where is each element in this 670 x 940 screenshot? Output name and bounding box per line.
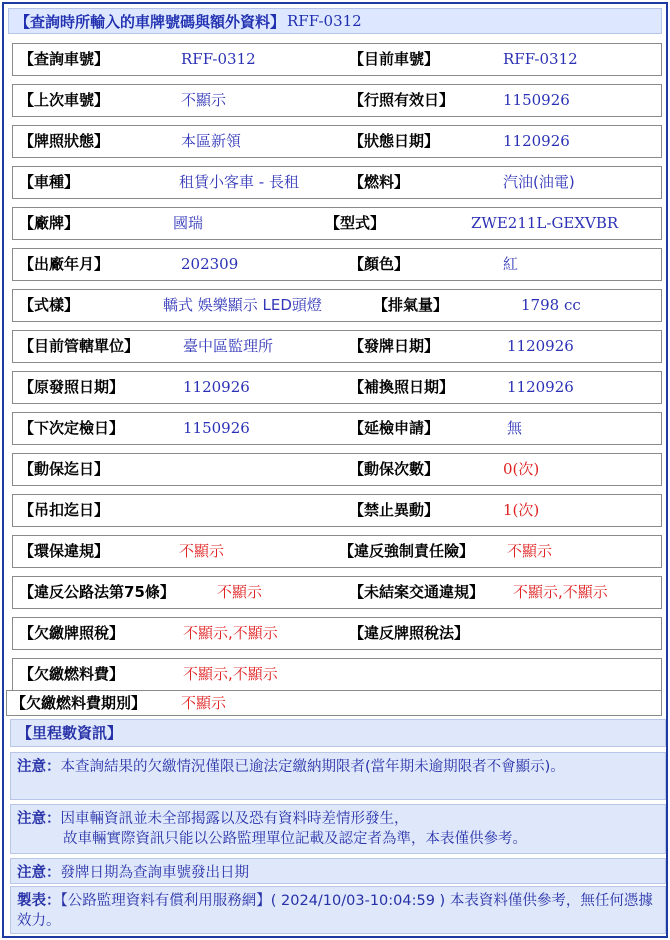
value-previous-plate: 不顯示 [181,91,227,109]
row-vehicle-type [12,166,662,199]
label-environmental-violation: 【環保違規】 [19,542,110,560]
value-original-license-date: 1120926 [183,378,250,396]
label-license-tax-arrears: 【欠繳牌照稅】 [19,624,125,642]
row-brand [12,207,662,240]
value-brand: 國瑞 [173,214,204,232]
value-license-valid: 1150926 [503,91,570,109]
label-chattel-mortgage-count: 【動保次數】 [349,460,440,478]
label-displacement: 【排氣量】 [373,296,449,314]
note-label: 注意： [17,811,61,827]
label-suspension-end: 【吊扣迄日】 [19,501,110,519]
row-license-tax-arrears [12,617,662,650]
label-fuel-fee-period: 【欠繳燃料費期別】 [11,694,147,712]
value-body-style: 轎式 娛樂顯示 LED頭燈 [163,296,322,314]
note-label: 注意： [17,759,61,775]
value-displacement: 1798 cc [521,296,581,314]
header-plate: RFF-0312 [287,12,362,30]
label-manufacture-date: 【出廠年月】 [19,255,110,273]
label-inspection-extension: 【延檢申請】 [349,419,440,437]
value-vehicle-type: 租賃小客車 - 長租 [179,173,299,191]
value-chattel-mortgage-count: 0(次) [503,460,540,478]
note-arrears [10,752,666,800]
value-model: ZWE211L-GEXVBR [471,214,619,232]
note-issue-date [10,858,666,884]
value-status-date: 1120926 [503,132,570,150]
label-jurisdiction: 【目前管轄單位】 [19,337,140,355]
value-license-tax-arrears: 不顯示,不顯示 [183,624,278,642]
header-title: 【查詢時所輸入的車牌號碼與額外資料】 [15,12,286,31]
label-brand: 【廠牌】 [19,214,80,232]
report-header [8,8,662,34]
label-reissue-date: 【補換照日期】 [349,378,455,396]
row-manufacture-date [12,248,662,281]
row-fuel-fee-period [6,690,662,716]
footer-label: 製表： [17,893,61,909]
label-model: 【型式】 [325,214,386,232]
value-insurance-violation: 不顯示 [507,542,553,560]
value-jurisdiction: 臺中區監理所 [183,337,274,355]
vehicle-report-sheet [2,2,668,938]
row-previous-plate [12,84,662,117]
label-fuel-fee-arrears: 【欠繳燃料費】 [19,665,125,683]
row-next-inspection [12,412,662,445]
value-reissue-date: 1120926 [507,378,574,396]
label-insurance-violation: 【違反強制責任險】 [339,542,475,560]
row-fuel-fee-arrears [12,658,662,691]
row-highway-act-violation [12,576,662,609]
value-plate-status: 本區新領 [181,132,242,150]
note-text: 本查詢結果的欠繳情況僅限已逾法定繳納期限者(當年期未逾期限者不會顯示)。 [60,759,565,775]
label-license-tax-violation: 【違反牌照稅法】 [349,624,470,642]
value-environmental-violation: 不顯示 [179,542,225,560]
value-issue-date: 1120926 [507,337,574,355]
row-plate-number [12,43,662,76]
label-previous-plate: 【上次車號】 [19,91,110,109]
value-color: 紅 [503,255,519,273]
label-next-inspection: 【下次定檢日】 [19,419,125,437]
value-highway-act-violation: 不顯示 [217,583,263,601]
value-query-plate: RFF-0312 [181,50,256,68]
value-fuel-fee-period: 不顯示 [181,694,227,712]
note-text: 發牌日期為查詢車號發出日期 [60,865,249,881]
label-chattel-mortgage-end: 【動保迄日】 [19,460,110,478]
label-transfer-prohibited: 【禁止異動】 [349,501,440,519]
note-text: 因車輛資訊並未全部揭露以及恐有資料時差情形發生， [60,811,409,827]
row-jurisdiction [12,330,662,363]
row-original-license-date [12,371,662,404]
row-suspension [12,494,662,527]
value-fuel-fee-arrears: 不顯示,不顯示 [183,665,278,683]
value-open-traffic-violations: 不顯示,不顯示 [513,583,608,601]
label-current-plate: 【目前車號】 [349,50,440,68]
row-chattel-mortgage [12,453,662,486]
mileage-section-header: 【里程數資訊】 [10,719,666,747]
value-inspection-extension: 無 [507,419,523,437]
label-body-style: 【式樣】 [19,296,80,314]
note-text-continued: 故車輛實際資訊只能以公路監理單位記載及認定者為準，本表僅供參考。 [63,831,527,847]
value-next-inspection: 1150926 [183,419,250,437]
footer-text: 【公路監理資料有償利用服務網】( 2024/10/03-10:04:59 ) 本表資料僅供參考，無任何憑據效力。 [17,893,653,929]
label-color: 【顏色】 [349,255,410,273]
label-plate-status: 【牌照狀態】 [19,132,110,150]
report-footer [10,886,666,934]
note-disclosure [10,804,666,854]
label-original-license-date: 【原發照日期】 [19,378,125,396]
label-open-traffic-violations: 【未結案交通違規】 [349,583,485,601]
value-transfer-prohibited: 1(次) [503,501,540,519]
row-body-style [12,289,662,322]
row-plate-status [12,125,662,158]
label-status-date: 【狀態日期】 [349,132,440,150]
label-fuel: 【燃料】 [349,173,410,191]
row-environmental-violation [12,535,662,568]
label-highway-act-violation: 【違反公路法第75條】 [19,583,175,601]
value-fuel: 汽油(油電) [503,173,575,191]
note-label: 注意： [17,865,61,881]
value-current-plate: RFF-0312 [503,50,578,68]
label-license-valid: 【行照有效日】 [349,91,455,109]
label-issue-date: 【發牌日期】 [349,337,440,355]
value-manufacture-date: 202309 [181,255,239,273]
label-query-plate: 【查詢車號】 [19,50,110,68]
label-vehicle-type: 【車種】 [19,173,80,191]
